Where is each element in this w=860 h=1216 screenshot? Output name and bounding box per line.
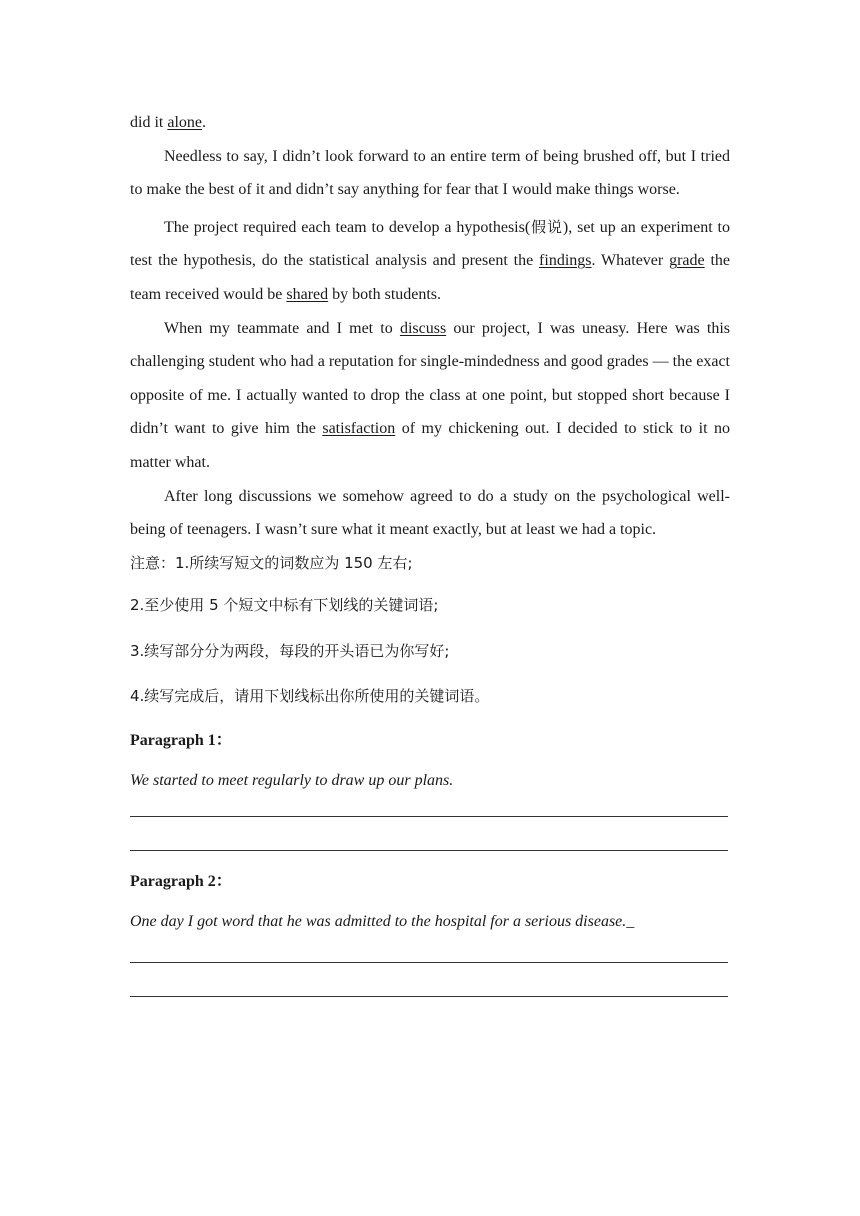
note-line-4: 4.续写完成后，请用下划线标出你所使用的关键词语。 [130, 686, 490, 705]
paragraph2-opening: One day I got word that he was admitted to the hospital for a serious disease._ [130, 912, 635, 930]
writing-line [130, 996, 728, 997]
paragraph1-heading: Paragraph 1： [130, 731, 232, 749]
note-line-3: 3.续写部分分为两段，每段的开头语已为你写好; [130, 641, 450, 660]
note-line-1: 注意：1.所续写短文的词数应为 150 左右; [130, 553, 413, 572]
underlined-keyword: findings [539, 252, 592, 270]
paragraph1-opening: We started to meet regularly to draw up our plans. [130, 771, 454, 789]
text-run: the team received would be [130, 252, 731, 303]
writing-line [130, 962, 728, 963]
text-run: did it [130, 114, 168, 131]
paragraph-project [130, 211, 730, 312]
underlined-keyword: alone [167, 114, 202, 131]
text-run: The project required each team to develop a hypothesis( [164, 218, 531, 236]
paragraph-continued [130, 106, 730, 140]
text-run: of my chickening out. I decided to stick to it no matter what. [130, 420, 730, 471]
text-run: ), set up an experiment to test the hypothesis, do the statistical analysis and present the [130, 218, 730, 270]
chinese-gloss: 假说 [530, 217, 563, 236]
text-run: by both students. [328, 285, 442, 303]
text-run: our project, I was uneasy. Here was this challenging student who had a reputation for single-mindedness and good grades — the exact opposite of me. I actually wanted to drop the class at one point, but stopped short because I didn’t want to give him the [130, 319, 731, 438]
paragraph-discussions: After long discussions we somehow agreed to do a study on the psychological well-being of teenagers. I wasn’t sure what it meant exactly, but at least we had a topic. [130, 487, 730, 539]
document-body [130, 106, 730, 997]
text-run: . Whatever [591, 252, 670, 270]
text-run: . [202, 114, 206, 131]
writing-line [130, 816, 728, 817]
writing-line [130, 850, 728, 851]
underlined-keyword: shared [286, 285, 329, 303]
underlined-keyword: discuss [399, 319, 447, 337]
paragraph-needless: Needless to say, I didn’t look forward to an entire term of being brushed off, but I tried to make the best of it and didn’t say anything for fear that I would make things worse. [130, 147, 730, 199]
text-run: When my teammate and I met to [164, 319, 400, 337]
paragraph-meeting [130, 312, 730, 480]
note-line-2: 2.至少使用 5 个短文中标有下划线的关键词语; [130, 595, 439, 614]
paragraph2-heading: Paragraph 2： [130, 872, 232, 890]
underlined-keyword: grade [669, 252, 705, 270]
underlined-keyword: satisfaction [322, 420, 396, 438]
